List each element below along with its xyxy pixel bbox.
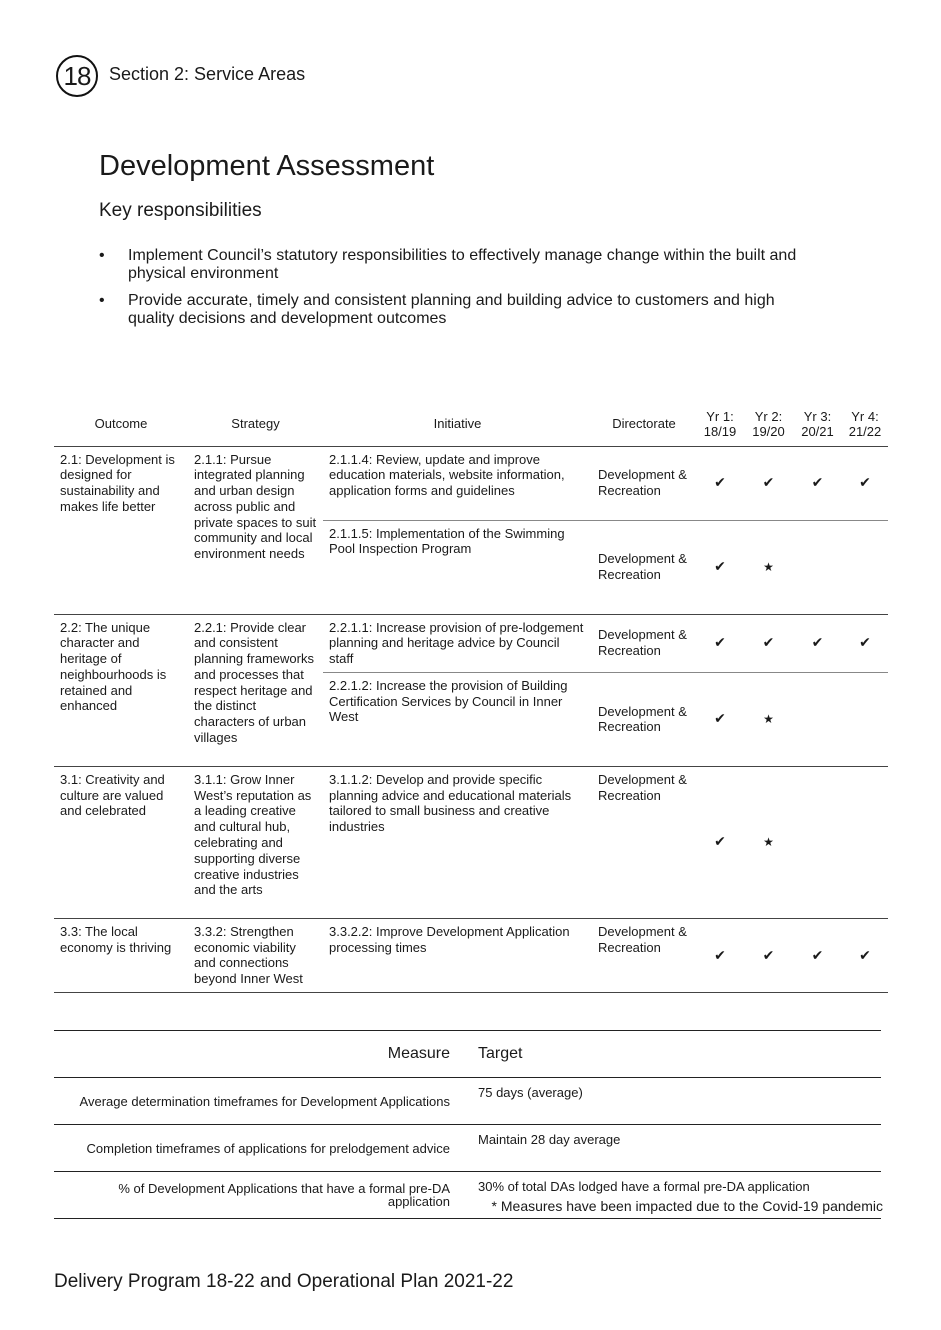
star-icon: ★ xyxy=(763,559,774,574)
initiative-cell: 3.1.1.2: Develop and provide specific planning advice and educational materials tailored to small business and creative industries xyxy=(329,771,572,835)
target-cell: 75 days (average) xyxy=(478,1085,583,1100)
header-strategy: Strategy xyxy=(231,416,280,432)
table-row xyxy=(54,1125,881,1172)
star-icon: ★ xyxy=(763,834,774,849)
directorate-cell: Development & Recreation xyxy=(598,467,687,498)
footnote: * Measures have been impacted due to the Covid-19 pandemic xyxy=(491,1198,883,1214)
measures-header-row xyxy=(54,1031,881,1078)
measure-cell: Average determination timeframes for Development Applications xyxy=(79,1093,450,1109)
year-cell xyxy=(696,766,744,918)
responsibilities-list xyxy=(99,247,819,337)
year-cell xyxy=(744,766,793,918)
year-cell xyxy=(744,614,793,672)
year-cell xyxy=(696,614,744,672)
initiative-cell: 2.1.1.4: Review, update and improve education materials, website information, application forms and guidelines xyxy=(329,451,565,499)
strategy-cell: 3.3.2: Strengthen economic viability and connections beyond Inner West xyxy=(194,923,303,987)
header-outcome: Outcome xyxy=(94,416,148,432)
check-icon: ✔ xyxy=(714,474,726,491)
year-cell xyxy=(793,766,842,918)
check-icon: ✔ xyxy=(714,710,726,727)
outcome-cell: 2.1: Development is designed for sustainability and makes life better xyxy=(60,451,175,514)
table-row xyxy=(54,614,888,672)
year-cell xyxy=(793,520,842,614)
directorate-cell: Development & Recreation xyxy=(598,551,687,582)
year-cell xyxy=(842,520,888,614)
outcome-cell: 3.3: The local economy is thriving xyxy=(60,923,172,955)
page-number-text: 18 xyxy=(63,60,91,91)
year-cell xyxy=(793,614,842,672)
page-number xyxy=(56,55,98,97)
year-cell xyxy=(793,672,842,766)
outcome-cell: 3.1: Creativity and culture are valued and celebrated xyxy=(60,771,165,819)
check-icon: ✔ xyxy=(714,946,726,963)
responsibility-item: • Implement Council’s statutory responsibilities to effectively manage change within the built and physical environment xyxy=(99,247,819,283)
initiative-cell: 2.2.1.2: Increase the provision of Building Certification Services by Council in Inner West xyxy=(329,677,568,725)
year-cell xyxy=(842,766,888,918)
check-icon: ✔ xyxy=(859,946,871,963)
table-row xyxy=(54,918,888,992)
check-icon: ✔ xyxy=(859,474,871,491)
directorate-cell: Development & Recreation xyxy=(598,703,687,735)
directorate-cell: Development & Recreation xyxy=(598,627,687,659)
check-icon: ✔ xyxy=(714,833,726,850)
target-cell: Maintain 28 day average xyxy=(478,1132,621,1147)
table-row xyxy=(54,1078,881,1125)
year-cell xyxy=(696,672,744,766)
outcome-cell: 2.2: The unique character and heritage of neighbourhoods is retained and enhanced xyxy=(60,619,167,714)
year-cell xyxy=(842,446,888,520)
strategy-cell: 2.1.1: Pursue integrated planning and urban design across public and private spaces to suit community and local environment needs xyxy=(194,451,317,562)
header-directorate: Directorate xyxy=(612,416,676,432)
check-icon: ✔ xyxy=(811,474,824,491)
year-cell xyxy=(842,672,888,766)
table-row xyxy=(54,446,888,520)
header-yr4: Yr 4: 21/22 xyxy=(848,408,882,439)
check-icon: ✔ xyxy=(762,946,775,963)
year-cell xyxy=(744,918,793,992)
year-cell xyxy=(744,520,793,614)
check-icon: ✔ xyxy=(762,474,775,491)
strategy-cell: 3.1.1: Grow Inner West’s reputation as a leading creative and cultural hub, celebrating and supporting diverse creative industries and the arts xyxy=(194,771,312,898)
page-title: Development Assessment xyxy=(99,150,435,182)
year-cell xyxy=(744,672,793,766)
measure-cell: % of Development Applications that have a formal pre-DA application xyxy=(118,1181,450,1209)
header-yr1: Yr 1: 18/19 xyxy=(703,408,737,439)
table-row xyxy=(54,766,888,918)
year-cell xyxy=(696,446,744,520)
measures-table xyxy=(54,1030,881,1219)
strategy-cell: 2.2.1: Provide clear and consistent planning frameworks and processes that respect heritage and the distinct characters of urban villages xyxy=(194,619,314,746)
check-icon: ✔ xyxy=(811,946,824,963)
responsibility-item: • Provide accurate, timely and consistent planning and building advice to customers and high quality decisions and development outcomes xyxy=(99,292,819,328)
section-title: Section 2: Service Areas xyxy=(109,64,306,84)
check-icon: ✔ xyxy=(714,558,726,575)
target-cell: 30% of total DAs lodged have a formal pre-DA application xyxy=(478,1179,810,1194)
year-cell xyxy=(744,446,793,520)
table-header-row xyxy=(54,404,888,446)
directorate-cell: Development & Recreation xyxy=(598,923,687,955)
check-icon: ✔ xyxy=(859,634,871,651)
header-initiative: Initiative xyxy=(433,416,482,432)
initiative-cell: 2.1.1.5: Implementation of the Swimming Pool Inspection Program xyxy=(329,525,565,557)
year-cell xyxy=(842,918,888,992)
page-footer: Delivery Program 18-22 and Operational Plan 2021-22 xyxy=(54,1271,514,1292)
measure-cell: Completion timeframes of applications for prelodgement advice xyxy=(86,1140,450,1156)
year-cell xyxy=(793,446,842,520)
header-yr3: Yr 3: 20/21 xyxy=(801,408,834,439)
directorate-cell: Development & Recreation xyxy=(598,771,687,803)
check-icon: ✔ xyxy=(714,634,726,651)
check-icon: ✔ xyxy=(762,634,775,651)
year-cell xyxy=(696,918,744,992)
initiatives-table xyxy=(54,404,888,993)
subtitle: Key responsibilities xyxy=(99,200,262,221)
star-icon: ★ xyxy=(763,711,774,726)
year-cell xyxy=(696,520,744,614)
initiative-cell: 2.2.1.1: Increase provision of pre-lodgement planning and heritage advice by Council staff xyxy=(329,619,584,667)
header-measure: Measure xyxy=(387,1045,450,1062)
initiative-cell: 3.3.2.2: Improve Development Application processing times xyxy=(329,923,570,955)
year-cell xyxy=(842,614,888,672)
year-cell xyxy=(793,918,842,992)
check-icon: ✔ xyxy=(811,634,824,651)
header-yr2: Yr 2: 19/20 xyxy=(752,408,785,439)
header-target: Target xyxy=(478,1045,523,1062)
